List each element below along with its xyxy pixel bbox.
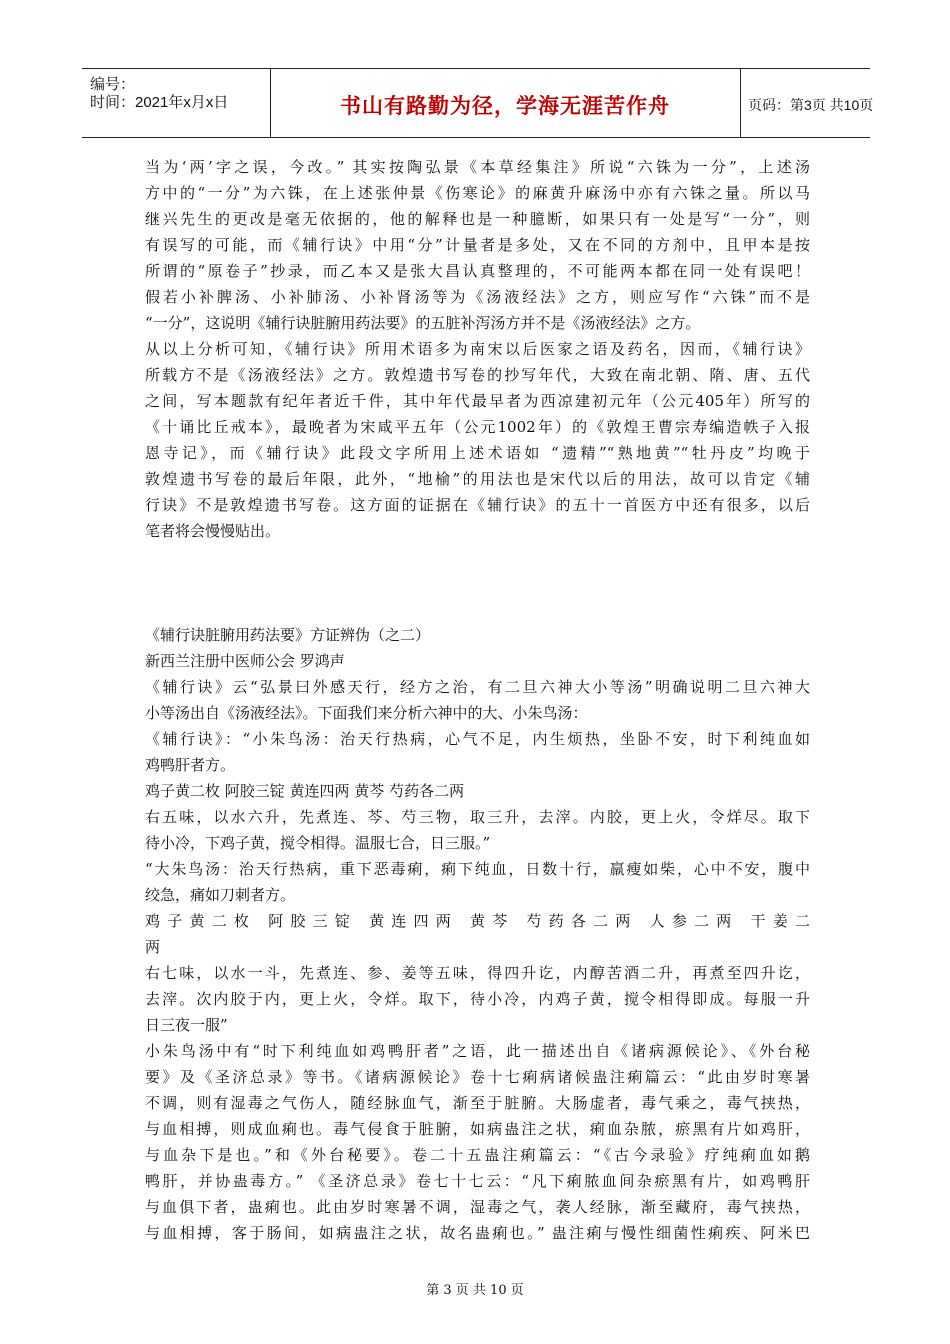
text-line: 右七味，以水一斗，先煮连、参、姜等五味，得四升讫，内醇苦酒二升，再煮至四升讫， bbox=[145, 964, 810, 982]
document-date-label: 时间：2021年x月x日 bbox=[90, 94, 229, 111]
text-line: 从以上分析可知，《辅行诀》所用术语多为南宋以后医家之语及药名，因而，《辅行诀》 bbox=[145, 340, 810, 358]
text-line: 与血相搏，则成血痢也。毒气侵食于脏腑，如病蛊注之状，痢血杂脓，瘀黑有片如鸡肝， bbox=[145, 1120, 810, 1138]
header-motto-cell bbox=[270, 69, 741, 137]
header-page-cell bbox=[740, 69, 874, 137]
text-line: “一分”，这说明《辅行诀脏腑用药法要》的五脏补泻汤方并不是《汤液经法》之方。 bbox=[145, 314, 701, 332]
text-line: 恩寺记》，而《辅行诀》此段文字所用上述术语如 “遗精”“熟地黄”“牡丹皮”均晚于 bbox=[145, 444, 810, 462]
text-line: 有误写的可能，而《辅行诀》中用“分”计量者是多处，又在不同的方剂中，且甲本是按 bbox=[145, 236, 810, 254]
text-line: 小朱鸟汤中有“时下利纯血如鸡鸭肝者”之语，此一描述出自《诸病源候论》、《外台秘 bbox=[145, 1042, 810, 1060]
text-line: 《辅行诀》：“小朱鸟汤：治天行热病，心气不足，内生烦热，坐卧不安，时下利纯血如 bbox=[145, 730, 810, 748]
text-line: 鸡子黄二枚 阿胶三锭 黄连四两 黄芩 芍药各二两 人参二两 干姜二 bbox=[145, 912, 810, 930]
text-line: 不调，则有湿毒之气伤人，随经脉血气，渐至于脏腑。大肠虚者，毒气乘之，毒气挟热， bbox=[145, 1094, 810, 1112]
page-footer: 第 3 页 共 10 页 bbox=[426, 1283, 524, 1298]
text-line: 行诀》不是敦煌遗书写卷。这方面的证据在《辅行诀》的五十一首医方中还有很多，以后 bbox=[145, 496, 810, 514]
text-line: 去滓。次内胶于内，更上火，令烊。取下，待小冷，内鸡子黄，搅令相得即成。每服一升 bbox=[145, 990, 810, 1008]
paragraph-2 bbox=[145, 336, 810, 544]
motto-text: 书山有路勤为径，学海无涯苦作舟 bbox=[340, 94, 670, 118]
text-line: 笔者将会慢慢贴出。 bbox=[145, 522, 281, 540]
page-number-label: 页码：第3页 共10页 bbox=[748, 97, 874, 113]
section-author: 新西兰注册中医师公会 罗鸿声 bbox=[145, 652, 345, 670]
document-number-label: 编号： bbox=[90, 76, 136, 93]
text-line: 所谓的“原卷子”抄录，而乙本又是张大昌认真整理的，不可能两本都在同一处有误吧！ bbox=[145, 262, 810, 280]
text-line: 鸭肝，并协蛊毒方。” 《圣济总录》卷七十七云：“凡下痢脓血间杂瘀黑有片，如鸡鸭肝 bbox=[145, 1172, 810, 1190]
text-line: 所载方不是《汤液经法》之方。敦煌遗书写卷的抄写年代，大致在南北朝、隋、唐、五代 bbox=[145, 366, 810, 384]
text-line: 与血相搏，客于肠间，如病蛊注之状，故名蛊痢也。” 蛊注痢与慢性细菌性痢疾、阿米巴 bbox=[145, 1224, 810, 1242]
section-gap bbox=[145, 544, 810, 622]
text-line: 当为‘两’字之误，今改。” 其实按陶弘景《本草经集注》所说“六铢为一分”，上述汤 bbox=[145, 158, 810, 176]
text-line: 鸡子黄二枚 阿胶三锭 黄连四两 黄芩 芍药各二两 bbox=[145, 782, 465, 800]
text-line: “大朱鸟汤：治天行热病，重下恶毒痢，痢下纯血，日数十行，羸瘦如柴，心中不安，腹中 bbox=[145, 860, 810, 878]
page-header bbox=[82, 68, 874, 138]
section-2-body bbox=[145, 674, 810, 1246]
text-line: 敦煌遗书写卷的最后年限，此外，“地榆”的用法也是宋代以后的用法，故可以肯定《辅 bbox=[145, 470, 810, 488]
text-line: 绞急，痛如刀刺者方。 bbox=[145, 886, 296, 904]
text-line: 与血杂下是也。”和《外台秘要》。卷二十五蛊注痢篇云：“《古今录验》疗纯痢血如鹅 bbox=[145, 1146, 810, 1164]
text-line: 两 bbox=[145, 938, 161, 956]
text-line: 《辅行诀》云“弘景曰外感天行，经方之治，有二旦六神大小等汤”明确说明二旦六神大 bbox=[145, 678, 810, 696]
text-line: 小等汤出自《汤液经法》。下面我们来分析六神中的大、小朱鸟汤： bbox=[145, 704, 588, 722]
text-line: 鸡鸭肝者方。 bbox=[145, 756, 236, 774]
paragraph-1 bbox=[145, 154, 810, 336]
text-line: 与血俱下者，蛊痢也。此由岁时寒暑不调，湿毒之气，袭人经脉，渐至藏府，毒气挟热， bbox=[145, 1198, 810, 1216]
text-line: 日三夜一服” bbox=[145, 1016, 228, 1034]
text-line: 继兴先生的更改是毫无依据的，他的解释也是一种臆断，如果只有一处是写“一分”，则 bbox=[145, 210, 810, 228]
text-line: 之间，写本题款有纪年者近千件，其中年代最早者为西凉建初元年（公元405年）所写的 bbox=[145, 392, 810, 410]
text-line: 待小冷，下鸡子黄，搅令相得。温服七合，日三服。” bbox=[145, 834, 491, 852]
section-title: 《辅行诀脏腑用药法要》方证辨伪（之二） bbox=[145, 626, 431, 644]
text-line: 右五味，以水六升，先煮连、芩、芍三物，取三升，去滓。内胶，更上火，令烊尽。取下 bbox=[145, 808, 810, 826]
header-info-cell bbox=[82, 69, 271, 137]
text-line: 《十诵比丘戒本》，最晚者为宋咸平五年（公元1002年）的《敦煌王曹宗寿编造帙子入报 bbox=[145, 418, 810, 436]
text-line: 假若小补脾汤、小补肺汤、小补肾汤等为《汤液经法》之方，则应写作“六铢”而不是 bbox=[145, 288, 810, 306]
document-body bbox=[145, 154, 810, 1246]
text-line: 要》及《圣济总录》等书。《诸病源候论》卷十七痢病诸候蛊注痢篇云：“此由岁时寒暑 bbox=[145, 1068, 810, 1086]
text-line: 方中的“一分”为六铢，在上述张仲景《伤寒论》的麻黄升麻汤中亦有六铢之量。所以马 bbox=[145, 184, 810, 202]
